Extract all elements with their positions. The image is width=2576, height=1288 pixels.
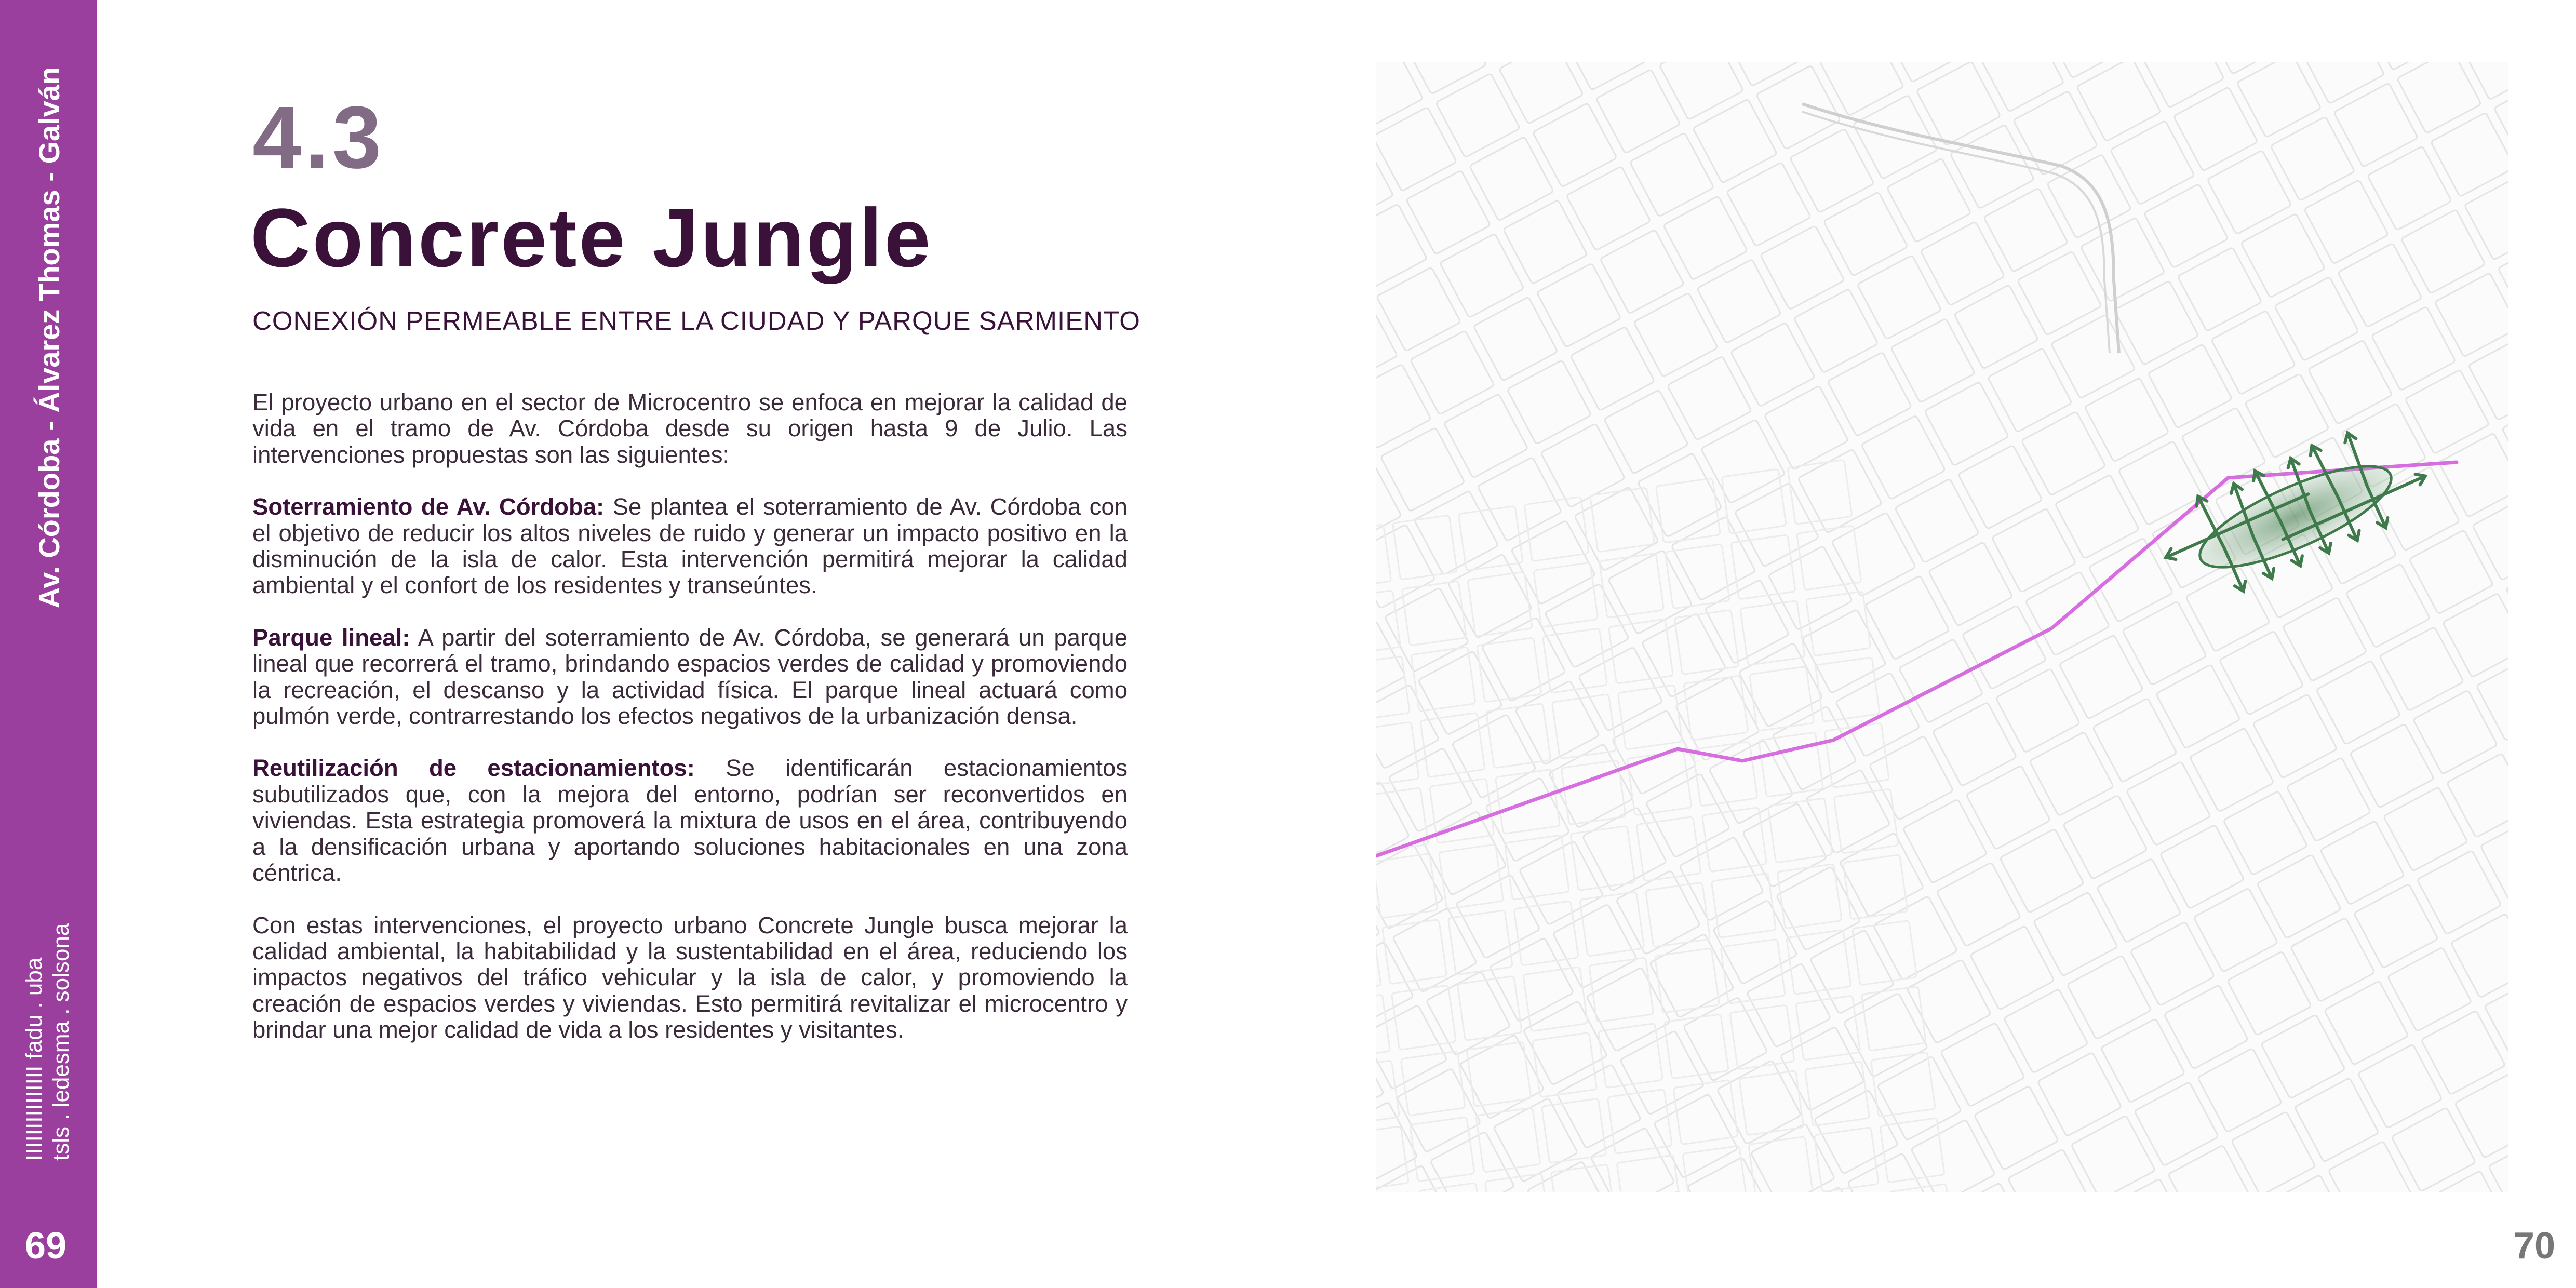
item-text: Se identificarán estacionamientos subutilizados que, con la mejora del entorno, podrían ser reconvertidos en viviendas. Esta estrategia promoverá la mixtura de usos en el área, contribuyendo a la densificación urbana y aportando soluciones habitacionales en una zona céntrica.: [252, 755, 1128, 887]
page-number-right: 70: [2513, 1225, 2555, 1267]
item-heading: Parque lineal:: [252, 624, 410, 651]
section-title: Concrete Jungle: [250, 191, 933, 284]
map-drawing: [1376, 62, 2508, 1192]
item-paragraph-parque: [252, 625, 1128, 730]
section-subtitle: CONEXIÓN PERMEABLE ENTRE LA CIUDAD Y PARQUE SARMIENTO: [252, 306, 1141, 336]
page-number-left: 69: [25, 1225, 67, 1267]
item-text: Se plantea el soterramiento de Av. Córdoba con el objetivo de reducir los altos niveles de ruido y generar un impacto positivo en la disminución de la isla de calor. Esta intervención permitirá mejorar la calidad ambiental y el confort de los residentes y transeúntes.: [252, 493, 1128, 599]
item-paragraph-estacionamientos: [252, 755, 1128, 886]
urban-map: [1376, 62, 2508, 1192]
sidebar-title: Av. Córdoba - Álvarez Thomas - Galván: [32, 66, 65, 609]
item-paragraph-soterramiento: [252, 494, 1128, 599]
sidebar-band: [0, 0, 97, 1288]
intro-paragraph: El proyecto urbano en el sector de Microcentro se enfoca en mejorar la calidad de vida en el tramo de Av. Córdoba desde su origen hasta 9 de Julio. Las intervenciones propuestas son las siguientes:: [252, 389, 1128, 468]
credits-line-2: tsls . ledesma . solsona: [48, 923, 74, 1161]
section-number: 4.3: [252, 88, 385, 187]
credits-line-1: IIIIIIIIIIIIIII fadu . uba: [21, 957, 47, 1161]
body-text: [252, 390, 1128, 1069]
item-heading: Soterramiento de Av. Córdoba:: [252, 493, 605, 520]
sidebar-credits: [21, 906, 78, 1161]
item-text: A partir del soterramiento de Av. Córdoba, se generará un parque lineal que recorrerá el tramo, brindando espacios verdes de calidad y promoviendo la recreación, el descanso y la actividad física. El parque lineal actuará como pulmón verde, contrarrestando los efectos negativos de la urbanización densa.: [252, 624, 1128, 730]
closing-paragraph: Con estas intervenciones, el proyecto urbano Concrete Jungle busca mejorar la calidad ambiental, la habitabilidad y la sustentabilidad en el área, reduciendo los impactos negativos del tráfico vehicular y la isla de calor, y promoviendo la creación de espacios verdes y viviendas. Esto permitirá revitalizar el microcentro y brindar una mejor calidad de vida a los residentes y visitantes.: [252, 911, 1128, 1043]
item-heading: Reutilización de estacionamientos:: [252, 755, 695, 782]
